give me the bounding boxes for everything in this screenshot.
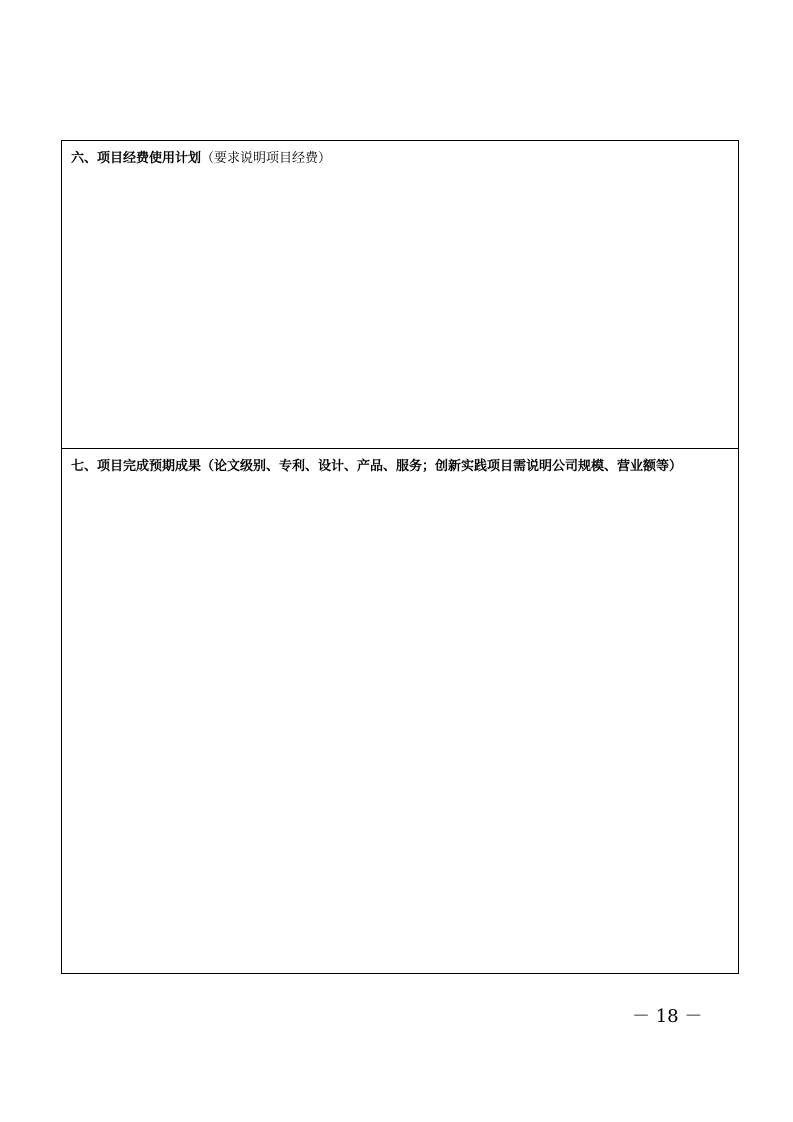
funding-plan-title: 六、项目经费使用计划 [71,151,202,166]
funding-plan-heading [71,150,738,168]
funding-plan-note: （要求说明项目经费） [201,151,332,166]
page-number: － 18 － [632,1006,703,1027]
expected-results-note: （论文级别、专利、设计、产品、服务；创新实践项目需说明公司规模、营业额等） [201,459,683,474]
funding-plan-section [62,141,738,449]
expected-results-title: 七、项目完成预期成果 [71,459,202,474]
expected-results-heading [71,458,738,476]
expected-results-section [62,449,738,973]
application-form-table [61,140,739,974]
